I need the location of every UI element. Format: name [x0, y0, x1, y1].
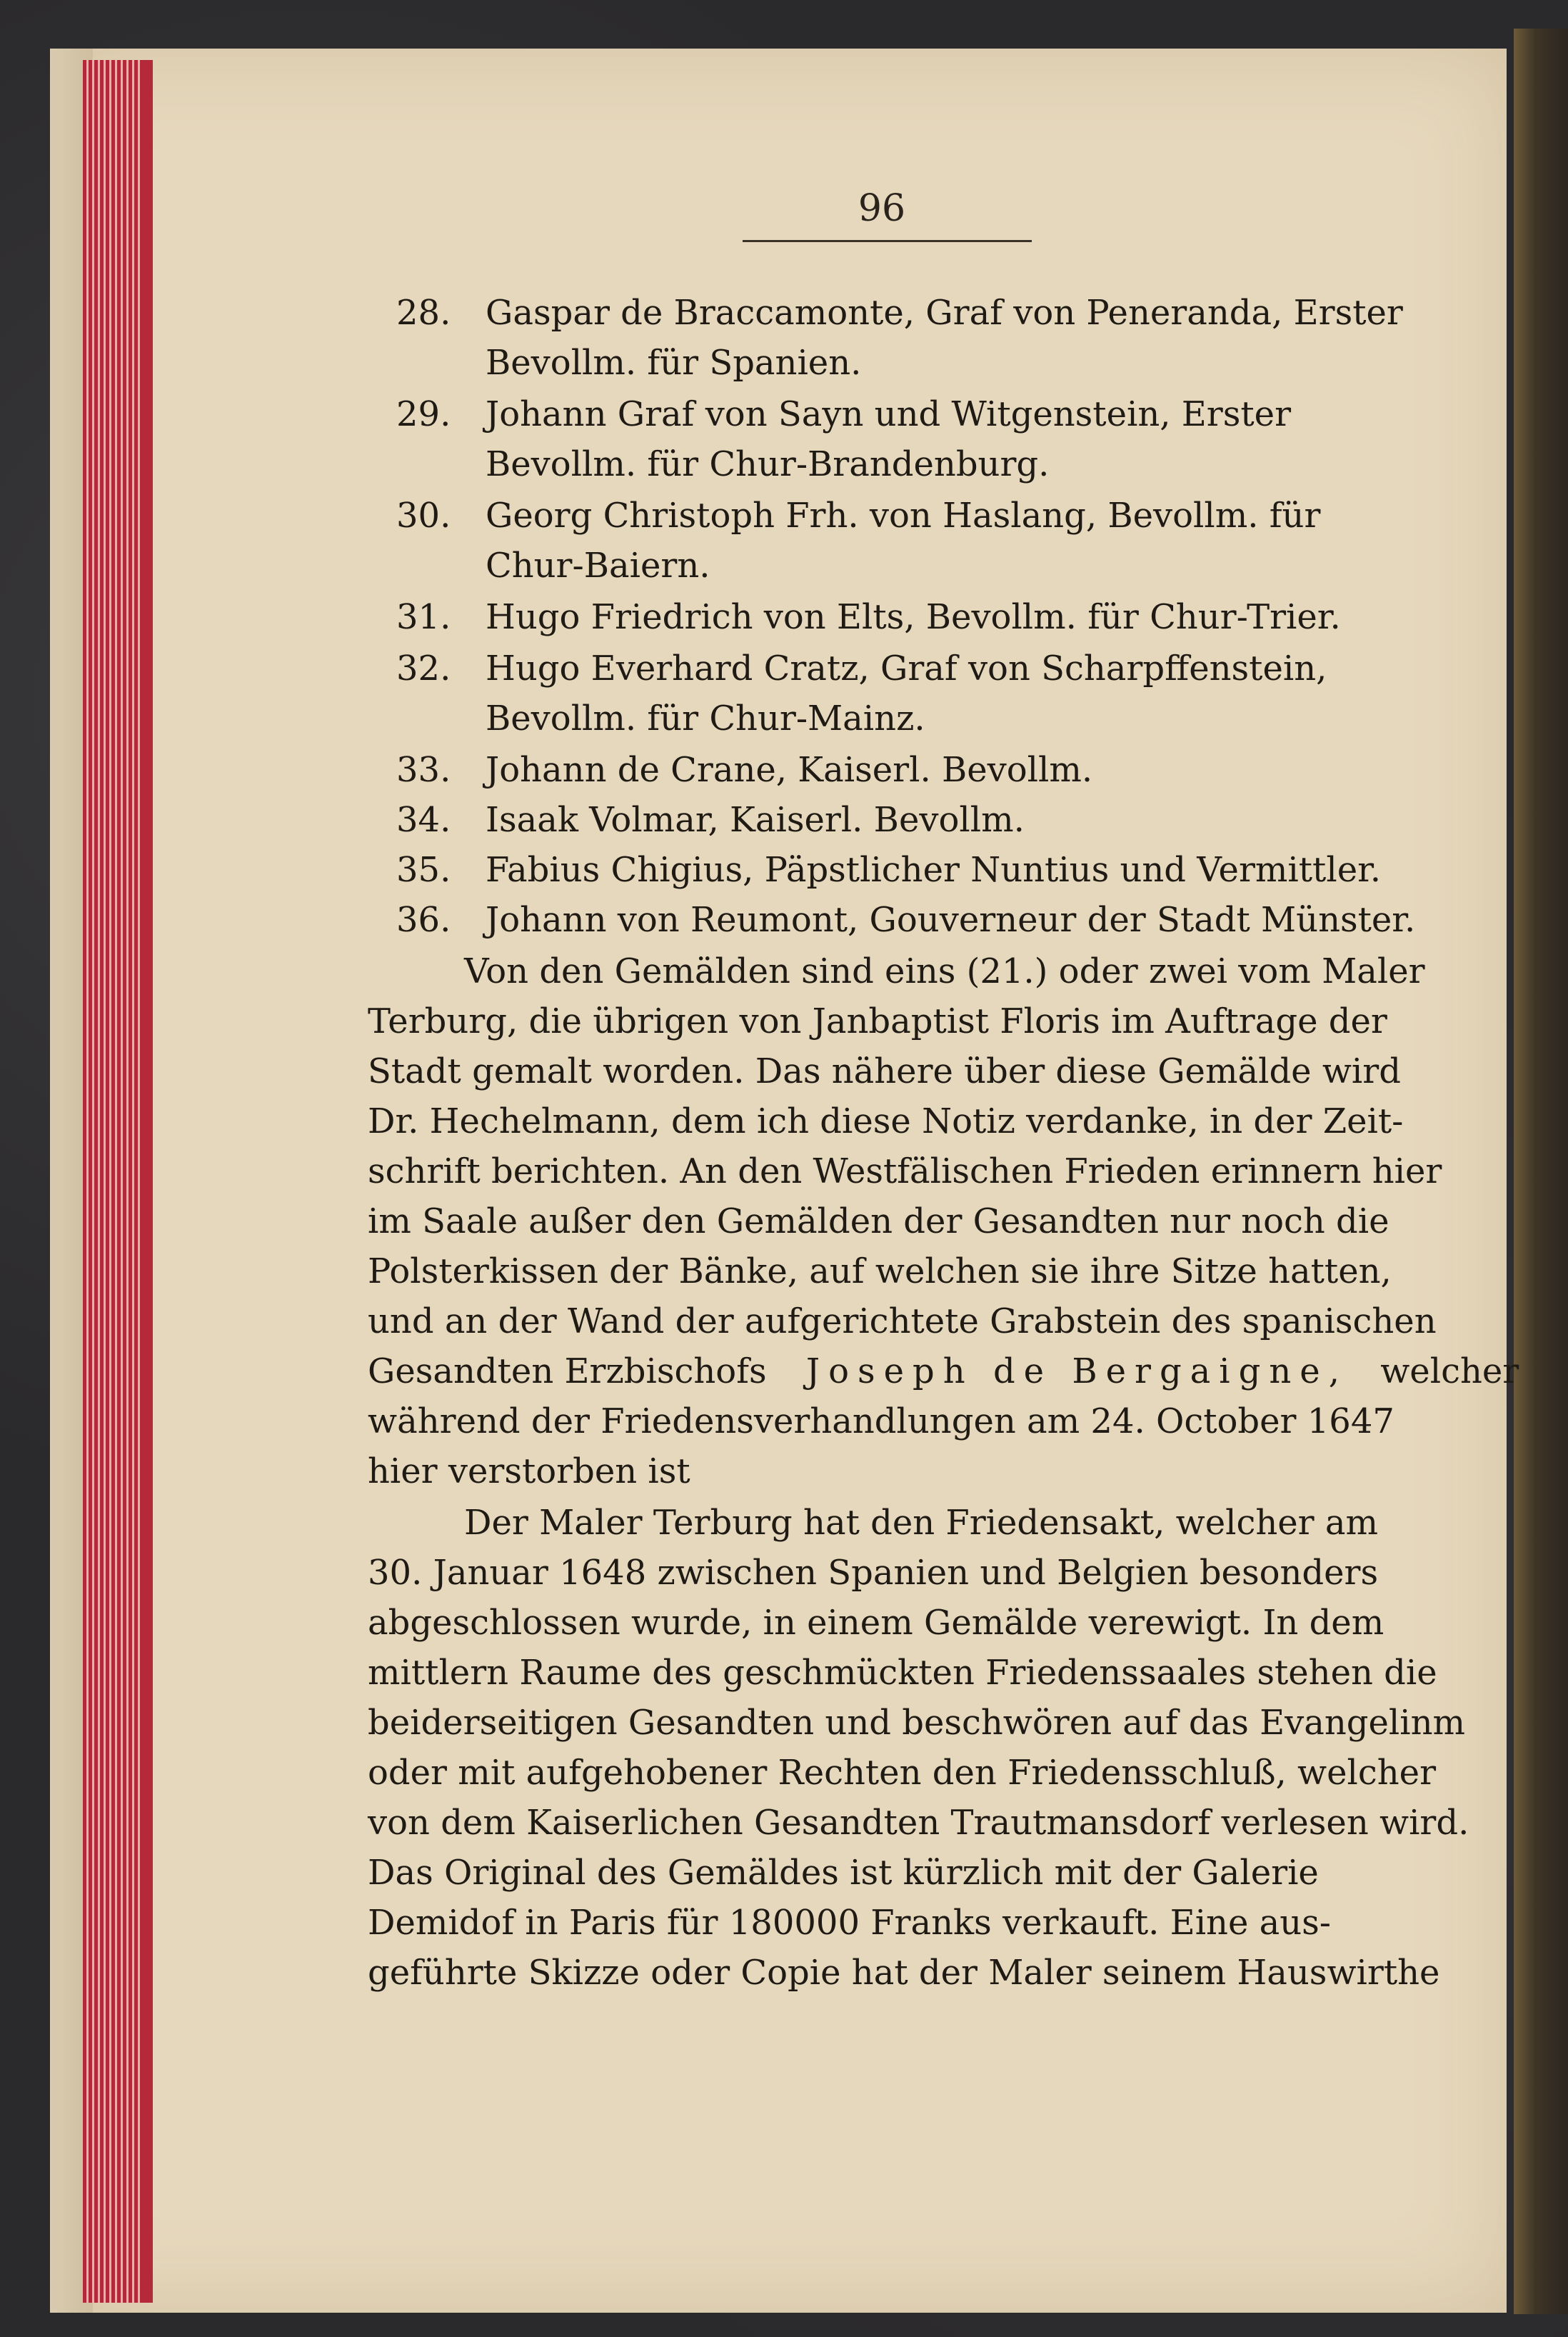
paragraph-line: mittlern Raume des geschmückten Friedenssaales stehen die [368, 1653, 1437, 1693]
entry-number: 35. [396, 850, 451, 890]
entry-text: Georg Christoph Frh. von Haslang, Bevollm. für [486, 496, 1321, 536]
paragraph-line: abgeschlossen wurde, in einem Gemälde verewigt. In dem [368, 1603, 1384, 1643]
paragraph-line: Terburg, die übrigen von Janbaptist Floris im Auftrage der [368, 1001, 1387, 1041]
entry-number: 28. [396, 293, 451, 333]
entry-text: Johann Graf von Sayn und Witgenstein, Erster [486, 394, 1292, 434]
paragraph-line: beiderseitigen Gesandten und beschwören auf das Evangelinm [368, 1703, 1466, 1743]
paragraph-line: Demidof in Paris für 180000 Franks verkauft. Eine aus- [368, 1903, 1332, 1943]
paragraph-line: geführte Skizze oder Copie hat der Maler seinem Hauswirthe [368, 1953, 1440, 1993]
entry-number: 34. [396, 800, 451, 840]
entry-text-continued: Bevollm. für Chur-Brandenburg. [486, 444, 1050, 484]
text-segment: welcher [1380, 1351, 1519, 1391]
paragraph-line: Von den Gemälden sind eins (21.) oder zwei vom Maler [464, 951, 1425, 991]
entry-text: Fabius Chigius, Päpstlicher Nuntius und Vermittler. [486, 850, 1382, 890]
entry-number: 30. [396, 496, 451, 536]
paragraph-line: von dem Kaiserlichen Gesandten Trautmansdorf verlesen wird. [368, 1803, 1469, 1843]
header-rule [743, 240, 1032, 242]
paragraph-line: Dr. Hechelmann, dem ich diese Notiz verdanke, in der Zeit- [368, 1101, 1404, 1141]
paragraph-line: und an der Wand der aufgerichtete Grabstein des spanischen [368, 1301, 1437, 1341]
entry-text: Johann de Crane, Kaiserl. Bevollm. [486, 750, 1093, 790]
entry-number: 36. [396, 900, 451, 940]
entry-text: Johann von Reumont, Gouverneur der Stadt Münster. [486, 900, 1416, 940]
spaced-name: Joseph de Bergaigne, [805, 1351, 1348, 1391]
entry-text-continued: Chur-Baiern. [486, 546, 710, 586]
paragraph-line: oder mit aufgehobener Rechten den Friedensschluß, welcher [368, 1753, 1437, 1793]
entry-text: Hugo Everhard Cratz, Graf von Scharpffenstein, [486, 649, 1327, 689]
text-segment: Gesandten Erzbischofs [368, 1351, 767, 1391]
entry-text: Hugo Friedrich von Elts, Bevollm. für Chur-Trier. [486, 597, 1341, 637]
paragraph-line: Polsterkissen der Bänke, auf welchen sie ihre Sitze hatten, [368, 1251, 1392, 1291]
entry-number: 32. [396, 649, 451, 689]
entry-number: 33. [396, 750, 451, 790]
paragraph-line: hier verstorben ist [368, 1451, 690, 1491]
paragraph-line [368, 1351, 1519, 1391]
paragraph-line: schrift berichten. An den Westfälischen Frieden erinnern hier [368, 1151, 1442, 1191]
paragraph-line: im Saale außer den Gemälden der Gesandten nur noch die [368, 1201, 1389, 1241]
paragraph-line: während der Friedensverhandlungen am 24. October 1647 [368, 1401, 1394, 1441]
paragraph-line: 30. Januar 1648 zwischen Spanien und Belgien besonders [368, 1553, 1379, 1593]
red-page-edges [83, 60, 146, 2303]
entry-text: Isaak Volmar, Kaiserl. Bevollm. [486, 800, 1025, 840]
paragraph-line: Stadt gemalt worden. Das nähere über diese Gemälde wird [368, 1051, 1401, 1091]
entry-text-continued: Bevollm. für Spanien. [486, 343, 862, 383]
entry-number: 31. [396, 597, 451, 637]
page-number: 96 [858, 187, 906, 230]
paragraph-line: Der Maler Terburg hat den Friedensakt, welcher am [464, 1503, 1378, 1543]
paragraph-line: Das Original des Gemäldes ist kürzlich mit der Galerie [368, 1853, 1319, 1893]
entry-text: Gaspar de Braccamonte, Graf von Peneranda, Erster [486, 293, 1403, 333]
entry-text-continued: Bevollm. für Chur-Mainz. [486, 699, 925, 739]
book-spine-edge [1514, 29, 1568, 2314]
entry-number: 29. [396, 394, 451, 434]
